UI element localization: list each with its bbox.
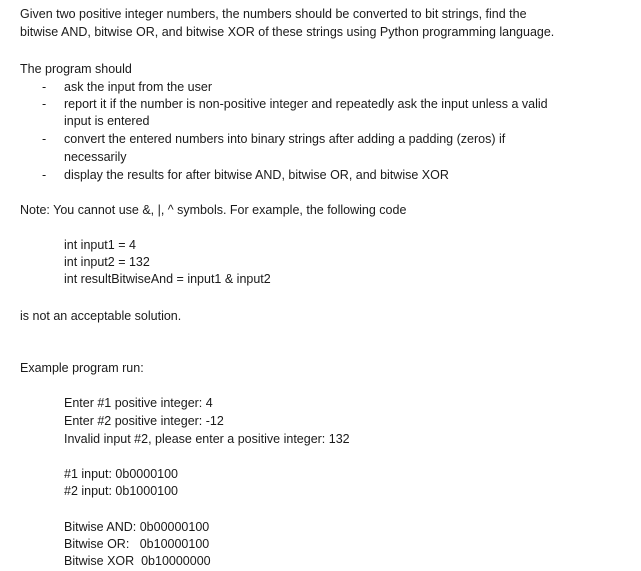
requirement-item-continued: input is entered (64, 114, 150, 128)
requirement-item-continued: necessarily (64, 150, 127, 164)
bullet-marker: - (42, 97, 47, 111)
example-input-line: Enter #1 positive integer: 4 (64, 396, 213, 410)
requirement-item: display the results for after bitwise AND, bitwise OR, and bitwise XOR (64, 168, 449, 182)
example-result-line: Bitwise OR: 0b10000100 (64, 537, 210, 551)
example-result-line: Bitwise AND: 0b00000100 (64, 520, 210, 534)
bullet-marker: - (42, 132, 47, 146)
requirement-item: convert the entered numbers into binary strings after adding a padding (zeros) if (64, 132, 506, 146)
example-binary-line: #1 input: 0b0000100 (64, 467, 178, 481)
example-input-line: Invalid input #2, please enter a positive integer: 132 (64, 432, 350, 446)
requirement-item: report it if the number is non-positive integer and repeatedly ask the input unless a valid (64, 97, 548, 111)
note-text: Note: You cannot use &, |, ^ symbols. For example, the following code (20, 203, 407, 217)
note-after-text: is not an acceptable solution. (20, 309, 182, 323)
intro-line-2: bitwise AND, bitwise OR, and bitwise XOR of these strings using Python programming language. (20, 25, 555, 39)
code-line: int input1 = 4 (64, 238, 136, 252)
example-binary-line: #2 input: 0b1000100 (64, 484, 178, 498)
requirement-item: ask the input from the user (64, 80, 212, 94)
bullet-marker: - (42, 168, 47, 182)
example-input-line: Enter #2 positive integer: -12 (64, 414, 224, 428)
code-line: int input2 = 132 (64, 255, 150, 269)
bullet-marker: - (42, 80, 47, 94)
example-heading: Example program run: (20, 361, 144, 375)
code-line: int resultBitwiseAnd = input1 & input2 (64, 272, 271, 286)
requirements-heading: The program should (20, 62, 132, 76)
example-result-line: Bitwise XOR 0b10000000 (64, 554, 211, 568)
intro-line-1: Given two positive integer numbers, the numbers should be converted to bit strings, find the (20, 7, 527, 21)
